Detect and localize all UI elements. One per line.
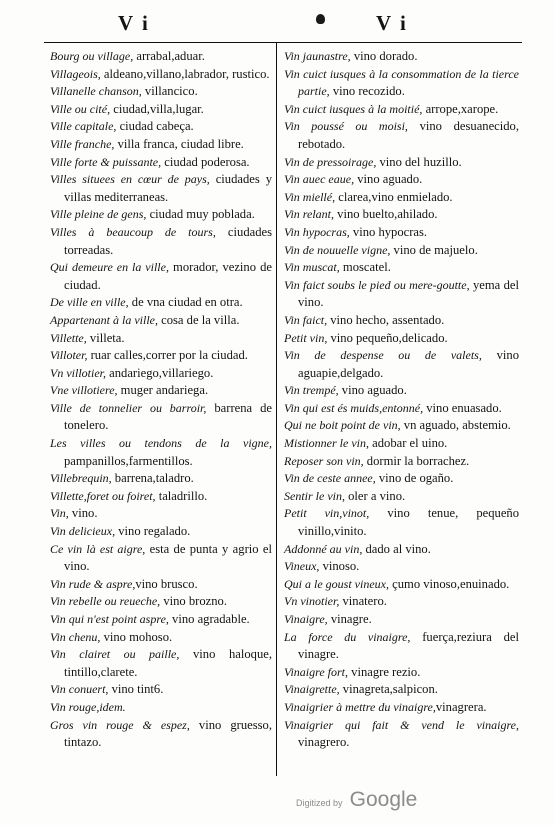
headword: Vin relant, xyxy=(284,207,334,222)
dictionary-entry xyxy=(50,66,272,84)
headword: Vin cuict iusques à la consommation de la tierce partie, xyxy=(284,66,519,99)
headword: Vin muscat, xyxy=(284,260,340,275)
headword: Vinaigrier qui fait & vend le vinaigre, xyxy=(284,717,519,732)
dictionary-entry xyxy=(284,505,519,540)
headword: Vin hypocras, xyxy=(284,224,350,239)
dictionary-entry xyxy=(50,206,272,224)
dictionary-entry xyxy=(50,681,272,699)
headword: Vin auec eaue, xyxy=(284,172,355,187)
translation: vino regalado. xyxy=(115,524,191,539)
dictionary-entry xyxy=(284,242,519,260)
dictionary-entry xyxy=(284,417,519,435)
headword: Appartenant à la ville, xyxy=(50,312,158,327)
dictionary-entry xyxy=(284,681,519,699)
headword: Ville pleine de gens, xyxy=(50,207,147,222)
translation: vinagrero. xyxy=(298,735,350,750)
translation: vino recozido. xyxy=(329,84,405,99)
header-rule xyxy=(44,42,522,43)
headword: Vin faict, xyxy=(284,312,328,327)
headword: Vin rouge,idem. xyxy=(50,699,126,714)
dictionary-entry xyxy=(284,171,519,189)
headword: Vineux, xyxy=(284,559,320,574)
translation: vino enuasado. xyxy=(423,400,502,415)
dictionary-entry xyxy=(284,629,519,664)
dictionary-entry xyxy=(50,470,272,488)
translation: vino del huzillo. xyxy=(376,154,462,169)
column-divider xyxy=(276,43,277,776)
dictionary-entry xyxy=(284,400,519,418)
dictionary-entry xyxy=(284,66,519,101)
dictionary-entry xyxy=(284,593,519,611)
digitized-label: Digitized by xyxy=(296,798,343,808)
translation: ciudad cabeça. xyxy=(116,119,194,134)
dictionary-entry xyxy=(50,154,272,172)
running-head-left: V i xyxy=(118,11,150,35)
digitized-watermark xyxy=(296,788,417,812)
headword: Vinaigre fort, xyxy=(284,664,348,679)
dictionary-entry xyxy=(50,400,272,435)
translation: vino de majuelo. xyxy=(390,242,478,257)
translation: vinatero. xyxy=(339,594,387,609)
headword: Vin de pressoirage, xyxy=(284,154,377,169)
headword: Vin rebelle ou reueche, xyxy=(50,594,161,609)
headword: Vin trempé, xyxy=(284,383,339,398)
headword: Bourg ou village, xyxy=(50,49,134,63)
google-logo: Google xyxy=(349,788,418,811)
headword: Vinaigrier à mettre du vinaigre, xyxy=(284,699,436,714)
headword: Vn vinotier, xyxy=(284,594,340,609)
translation: vino haloque, tintillo,clarete. xyxy=(64,647,273,679)
translation: barrena,taladro. xyxy=(111,471,194,486)
dictionary-entry xyxy=(284,312,519,330)
headword: Villes situees en cœur de pays, xyxy=(50,172,210,187)
dictionary-entry xyxy=(50,365,272,383)
dictionary-entry xyxy=(284,48,519,66)
dictionary-entry xyxy=(50,48,272,66)
dictionary-entry xyxy=(50,259,272,294)
dictionary-entry xyxy=(284,558,519,576)
dictionary-entry xyxy=(50,312,272,330)
translation: cosa de la villa. xyxy=(157,312,240,327)
translation: fuerça,reziura del vinagre. xyxy=(298,629,519,662)
translation: vino agradable. xyxy=(168,612,250,626)
headword: Addonné au vin, xyxy=(284,541,363,556)
dictionary-entry xyxy=(50,294,272,312)
translation: muger andariega. xyxy=(117,383,209,398)
headword: Ville capitale, xyxy=(50,119,117,134)
dictionary-entry xyxy=(50,576,272,594)
translation: ciudad,villa,lugar. xyxy=(110,101,204,116)
dictionary-entry xyxy=(50,699,272,717)
translation: de vna ciudad en otra. xyxy=(128,295,243,310)
headword: Vin chenu, xyxy=(50,629,101,644)
ink-mark xyxy=(316,14,325,24)
left-column xyxy=(50,48,272,752)
translation: dado al vino. xyxy=(362,541,431,556)
dictionary-entry xyxy=(284,277,519,312)
dictionary-entry xyxy=(284,453,519,471)
translation: villancico. xyxy=(141,84,198,99)
translation: moscatel. xyxy=(339,260,391,275)
translation: vino hypocras. xyxy=(349,224,428,239)
headword: Villette, xyxy=(50,330,87,345)
translation: adobar el uino. xyxy=(368,436,448,451)
dictionary-entry xyxy=(50,347,272,365)
headword: Ville de tonnelier ou barroir, xyxy=(50,400,207,415)
translation: villeta. xyxy=(86,330,125,345)
dictionary-entry xyxy=(50,523,272,541)
translation: pampanillos,farmentillos. xyxy=(64,453,193,468)
dictionary-entry xyxy=(50,224,272,259)
headword: Qui demeure en la ville, xyxy=(50,260,169,275)
headword: Villanelle chanson, xyxy=(50,84,142,99)
headword: Vin miellé, xyxy=(284,189,336,204)
dictionary-entry xyxy=(50,488,272,506)
dictionary-entry xyxy=(284,611,519,629)
translation: vino dorado. xyxy=(350,49,418,63)
headword: Qui a le goust vineux, xyxy=(284,576,389,591)
headword: Ce vin là est aigre, xyxy=(50,541,146,556)
translation: dormir la borrachez. xyxy=(363,453,470,468)
translation: arrope,xarope. xyxy=(422,101,499,116)
headword: Ville franche, xyxy=(50,136,115,151)
translation: barrena de tonelero. xyxy=(64,400,272,433)
translation: ciudades torreadas. xyxy=(64,224,272,257)
headword: Petit vin,vinot, xyxy=(284,506,370,521)
translation: ciudad poderosa. xyxy=(161,154,250,169)
translation: vinagre. xyxy=(327,612,372,626)
translation: vino mohoso. xyxy=(100,629,173,644)
dictionary-entry xyxy=(50,101,272,119)
headword: Vinaigre, xyxy=(284,612,328,626)
dictionary-entry xyxy=(50,118,272,136)
headword: Petit vin, xyxy=(284,330,328,345)
translation: vino aguapie,delgado. xyxy=(298,348,520,380)
dictionary-entry xyxy=(50,83,272,101)
dictionary-entry xyxy=(50,593,272,611)
translation: clarea,vino enmielado. xyxy=(335,189,453,204)
translation: vino aguado. xyxy=(338,383,407,398)
translation: vino. xyxy=(68,506,98,521)
translation: vino pequeño,delicado. xyxy=(327,330,448,345)
headword: Vin de despense ou de valets, xyxy=(284,348,482,363)
headword: Villes à beaucoup de tours, xyxy=(50,224,216,239)
dictionary-entry xyxy=(284,101,519,119)
translation: vino buelto,ahilado. xyxy=(334,207,438,222)
translation: vino hecho, assentado. xyxy=(327,312,445,327)
headword: La force du vinaigre, xyxy=(284,629,411,644)
headword: De ville en ville, xyxy=(50,295,129,310)
headword: Vin jaunastre, xyxy=(284,49,351,63)
translation: yema del vino. xyxy=(298,277,519,310)
translation: ciudad muy poblada. xyxy=(146,207,255,222)
dictionary-entry xyxy=(284,576,519,594)
dictionary-entry xyxy=(50,541,272,576)
headword: Vin faict soubs le pied ou mere-goutte, xyxy=(284,277,470,292)
dictionary-entry xyxy=(284,435,519,453)
headword: Vin conuert, xyxy=(50,682,109,697)
headword: Villoter, xyxy=(50,348,88,363)
dictionary-entry xyxy=(284,664,519,682)
headword: Vinaigrette, xyxy=(284,682,340,697)
translation: ciudades y villas mediterraneas. xyxy=(64,172,273,204)
dictionary-entry xyxy=(284,154,519,172)
headword: Vin rude & aspre, xyxy=(50,576,136,591)
headword: Vne villotiere, xyxy=(50,383,118,398)
translation: vino aguado. xyxy=(354,172,423,187)
headword: Mistionner le vin, xyxy=(284,436,369,451)
translation: vino gruesso, tintazo. xyxy=(64,717,272,750)
translation: vino brozno. xyxy=(160,594,227,609)
dictionary-entry xyxy=(50,435,272,470)
translation: arrabal,aduar. xyxy=(133,49,205,63)
dictionary-entry xyxy=(50,646,272,681)
headword: Gros vin rouge & espez, xyxy=(50,717,190,732)
translation: taladrillo. xyxy=(155,488,208,503)
dictionary-entry xyxy=(284,206,519,224)
translation: vinagrera. xyxy=(435,699,487,714)
dictionary-entry xyxy=(284,347,519,382)
dictionary-entry xyxy=(50,629,272,647)
dictionary-entry xyxy=(284,224,519,242)
dictionary-entry xyxy=(50,136,272,154)
dictionary-entry xyxy=(50,505,272,523)
right-column xyxy=(284,48,519,752)
headword: Vin cuict iusques à la moitié, xyxy=(284,101,423,116)
dictionary-entry xyxy=(284,259,519,277)
translation: vino tenue, pequeño vinillo,vinito. xyxy=(298,506,520,539)
translation: vinoso. xyxy=(319,559,360,574)
headword: Vin qui n'est point aspre, xyxy=(50,612,169,626)
headword: Sentir le vin, xyxy=(284,488,345,503)
headword: Les villes ou tendons de la vigne, xyxy=(50,436,272,451)
dictionary-entry xyxy=(50,171,272,206)
headword: Villette,foret ou foiret, xyxy=(50,488,156,503)
translation: vino de ogaño. xyxy=(375,471,454,486)
dictionary-entry xyxy=(284,382,519,400)
translation: oler a vino. xyxy=(344,488,406,503)
translation: vn aguado, abstemio. xyxy=(400,418,511,433)
translation: esta de punta y agrio el vino. xyxy=(64,541,272,574)
headword: Qui ne boit point de vin, xyxy=(284,418,401,433)
headword: Ville forte & puissante, xyxy=(50,154,162,169)
dictionary-entry xyxy=(50,330,272,348)
translation: andariego,villariego. xyxy=(106,365,214,380)
translation: villa franca, ciudad libre. xyxy=(114,136,244,151)
translation: vinagre rezio. xyxy=(348,664,421,679)
dictionary-entry xyxy=(284,118,519,153)
translation: aldeano,villano,labrador, rustico. xyxy=(100,66,270,81)
dictionary-entry xyxy=(284,189,519,207)
dictionary-entry xyxy=(284,699,519,717)
translation: vinagreta,salpicon. xyxy=(339,682,438,697)
headword: Vin de ceste annee, xyxy=(284,471,376,486)
translation: vino brusco. xyxy=(135,576,198,591)
headword: Vin, xyxy=(50,506,69,521)
headword: Vin clairet ou paille, xyxy=(50,647,180,662)
translation: morador, vezino de ciudad. xyxy=(64,260,272,292)
translation: çumo vinoso,enuinado. xyxy=(388,576,510,591)
headword: Reposer son vin, xyxy=(284,453,364,468)
dictionary-entry xyxy=(284,541,519,559)
headword: Villageois, xyxy=(50,66,101,81)
headword: Vin poussé ou moisi, xyxy=(284,119,408,134)
headword: Vin qui est és muids,entonné, xyxy=(284,400,424,415)
running-head-right: V i xyxy=(376,11,408,35)
dictionary-entry xyxy=(284,330,519,348)
translation: ruar calles,correr por la ciudad. xyxy=(87,348,248,363)
dictionary-entry xyxy=(50,717,272,752)
headword: Ville ou cité, xyxy=(50,101,111,116)
dictionary-entry xyxy=(50,611,272,629)
headword: Vn villotier, xyxy=(50,365,106,380)
dictionary-entry xyxy=(284,717,519,752)
headword: Villebrequin, xyxy=(50,471,112,486)
dictionary-entry xyxy=(284,488,519,506)
dictionary-entry xyxy=(50,382,272,400)
translation: vino tint6. xyxy=(108,682,164,697)
headword: Vin de nouuelle vigne, xyxy=(284,242,391,257)
dictionary-entry xyxy=(284,470,519,488)
headword: Vin delicieux, xyxy=(50,524,116,539)
translation: vino desuanecido, rebotado. xyxy=(298,119,520,151)
